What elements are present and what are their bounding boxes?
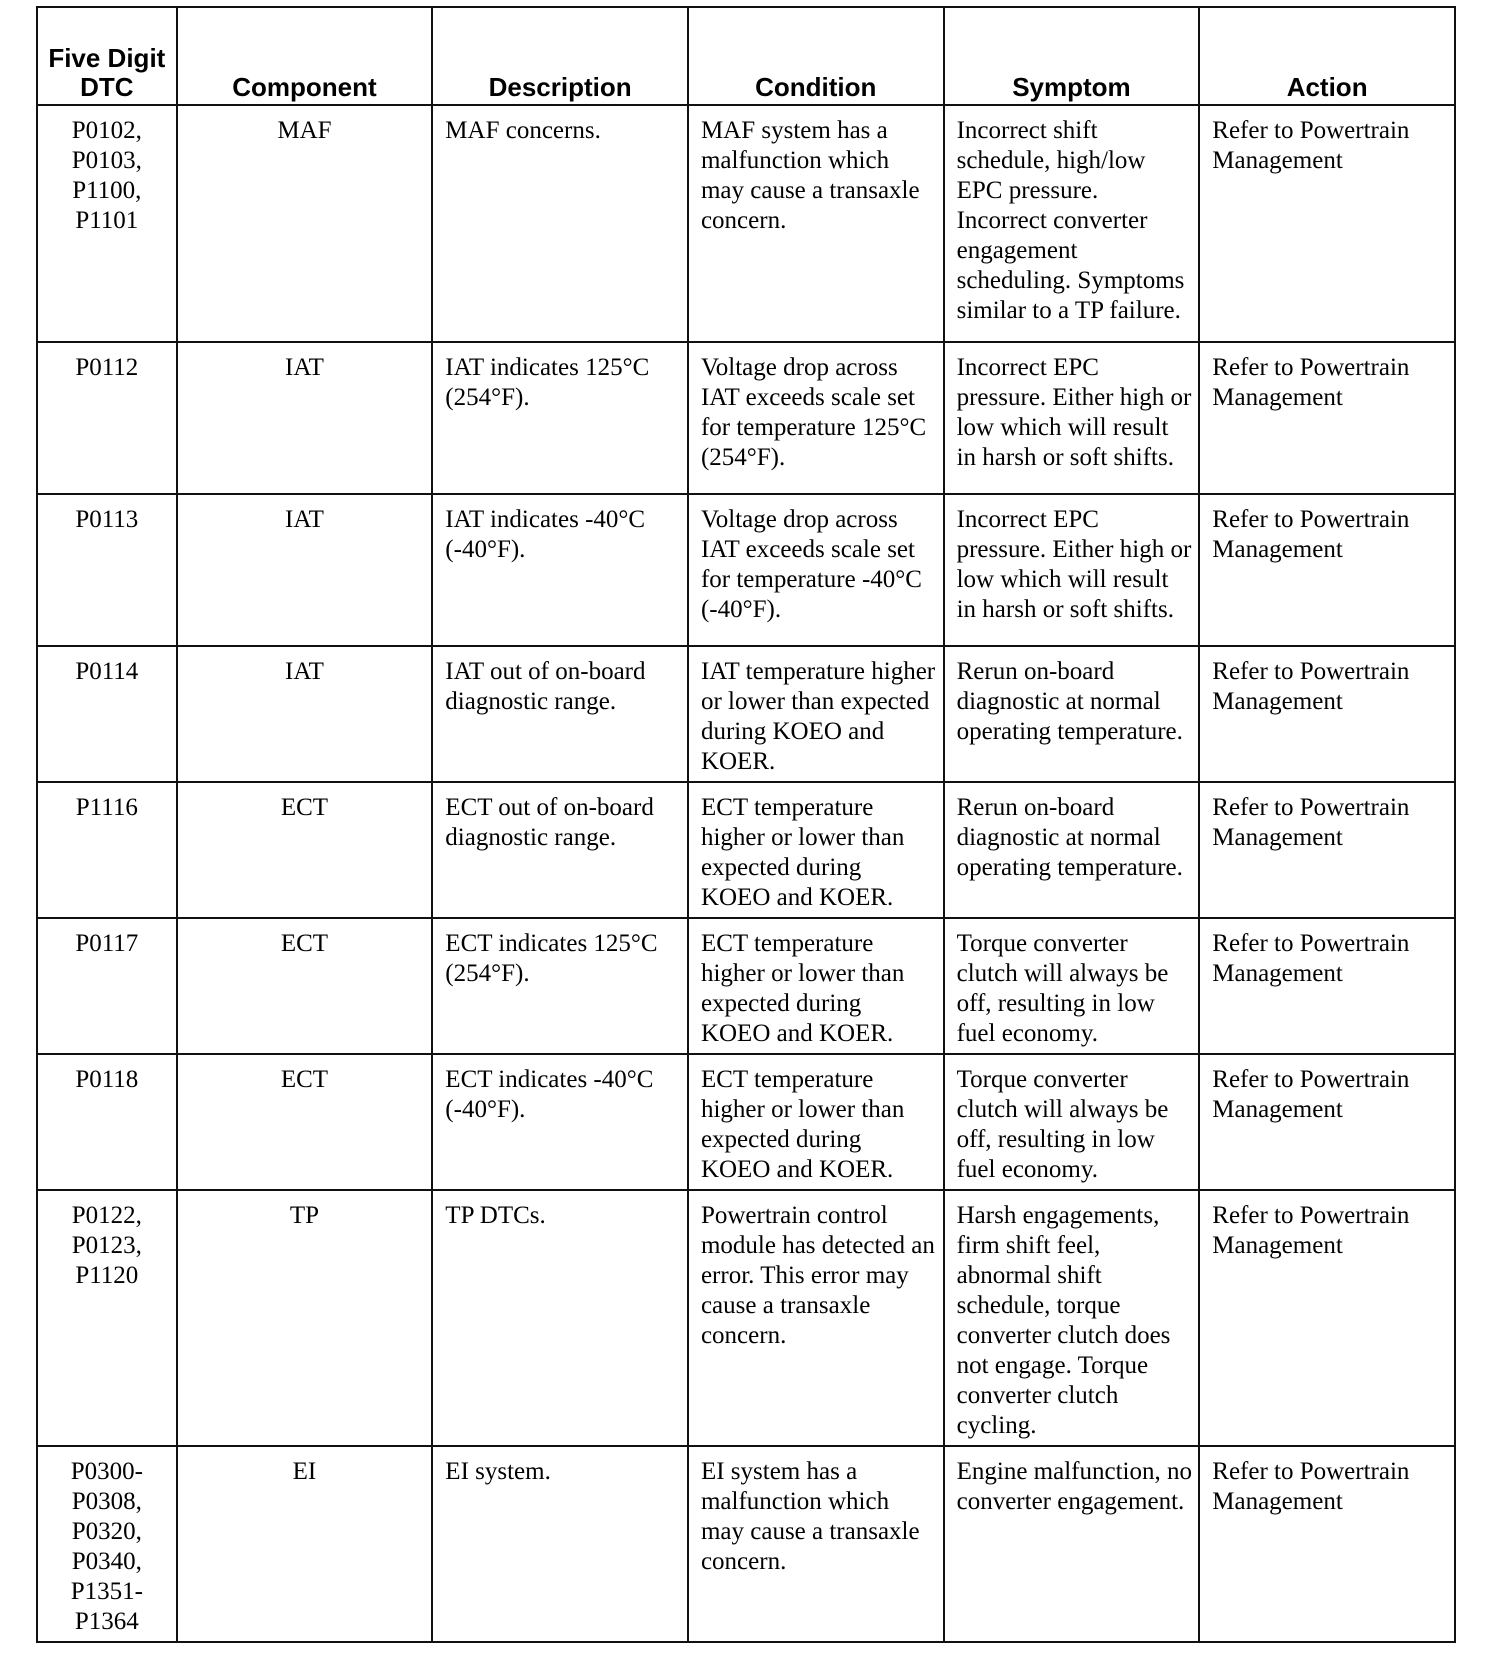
table-row — [37, 342, 1455, 494]
component-cell: EI — [177, 1446, 433, 1642]
component-cell: IAT — [177, 342, 433, 494]
symptom-cell: Torque converter clutch will always be off, resulting in low fuel economy. — [944, 918, 1200, 1054]
action-cell: Refer to Powertrain Management — [1199, 1446, 1455, 1642]
action-cell: Refer to Powertrain Management — [1199, 494, 1455, 646]
condition-cell: EI system has a malfunction which may cause a transaxle concern. — [688, 1446, 944, 1642]
condition-cell: ECT temperature higher or lower than expected during KOEO and KOER. — [688, 782, 944, 918]
component-cell: IAT — [177, 494, 433, 646]
component-cell: ECT — [177, 918, 433, 1054]
symptom-cell: Incorrect EPC pressure. Either high or low which will result in harsh or soft shifts. — [944, 342, 1200, 494]
condition-cell: MAF system has a malfunction which may cause a transaxle concern. — [688, 105, 944, 342]
table-row — [37, 782, 1455, 918]
dtc-cell — [37, 918, 177, 1054]
table-row — [37, 1190, 1455, 1446]
action-cell: Refer to Powertrain Management — [1199, 782, 1455, 918]
dtc-cell — [37, 646, 177, 782]
condition-cell: Powertrain control module has detected an error. This error may cause a transaxle concern. — [688, 1190, 944, 1446]
table-row — [37, 105, 1455, 342]
dtc-code: P0113 — [75, 506, 139, 533]
table-body — [37, 105, 1455, 1642]
dtc-code: P0308, — [71, 1488, 142, 1515]
header-action: Action — [1199, 7, 1455, 105]
table-row — [37, 1054, 1455, 1190]
description-cell: IAT indicates 125°C (254°F). — [432, 342, 688, 494]
header-row — [37, 7, 1455, 105]
header-description: Description — [432, 7, 688, 105]
symptom-cell: Engine malfunction, no converter engagement. — [944, 1446, 1200, 1642]
dtc-code: P0123, — [71, 1232, 142, 1259]
component-cell: MAF — [177, 105, 433, 342]
table-row — [37, 1446, 1455, 1642]
dtc-cell — [37, 1446, 177, 1642]
dtc-cell — [37, 1054, 177, 1190]
dtc-code: P1364 — [74, 1608, 139, 1635]
dtc-code: P0340, — [71, 1548, 142, 1575]
dtc-code: P0103, — [71, 147, 142, 174]
header-condition: Condition — [688, 7, 944, 105]
dtc-code: P0114 — [75, 658, 139, 685]
dtc-table — [36, 6, 1456, 1643]
condition-cell: IAT temperature higher or lower than expected during KOEO and KOER. — [688, 646, 944, 782]
table-row — [37, 918, 1455, 1054]
header-component: Component — [177, 7, 433, 105]
dtc-code: P0300- — [70, 1458, 143, 1485]
dtc-cell — [37, 782, 177, 918]
dtc-code: P0117 — [75, 930, 139, 957]
description-cell: ECT out of on-board diagnostic range. — [432, 782, 688, 918]
dtc-cell — [37, 494, 177, 646]
dtc-cell — [37, 342, 177, 494]
action-cell: Refer to Powertrain Management — [1199, 342, 1455, 494]
condition-cell: ECT temperature higher or lower than expected during KOEO and KOER. — [688, 1054, 944, 1190]
symptom-cell: Incorrect shift schedule, high/low EPC pressure. Incorrect converter engagement scheduling. Symptoms similar to a TP failure. — [944, 105, 1200, 342]
action-cell: Refer to Powertrain Management — [1199, 105, 1455, 342]
dtc-code: P0320, — [71, 1518, 142, 1545]
description-cell: ECT indicates -40°C (-40°F). — [432, 1054, 688, 1190]
component-cell: ECT — [177, 1054, 433, 1190]
action-cell: Refer to Powertrain Management — [1199, 1054, 1455, 1190]
description-cell: IAT out of on-board diagnostic range. — [432, 646, 688, 782]
description-cell: ECT indicates 125°C (254°F). — [432, 918, 688, 1054]
component-cell: IAT — [177, 646, 433, 782]
dtc-code: P1100, — [72, 177, 142, 204]
dtc-code: P1120 — [75, 1262, 139, 1289]
symptom-cell: Torque converter clutch will always be off, resulting in low fuel economy. — [944, 1054, 1200, 1190]
action-cell: Refer to Powertrain Management — [1199, 1190, 1455, 1446]
description-cell: TP DTCs. — [432, 1190, 688, 1446]
condition-cell: Voltage drop across IAT exceeds scale set for temperature 125°C (254°F). — [688, 342, 944, 494]
description-cell: IAT indicates -40°C (-40°F). — [432, 494, 688, 646]
action-cell: Refer to Powertrain Management — [1199, 646, 1455, 782]
dtc-code: P0102, — [71, 117, 142, 144]
symptom-cell: Rerun on-board diagnostic at normal operating temperature. — [944, 782, 1200, 918]
dtc-cell — [37, 105, 177, 342]
table-row — [37, 646, 1455, 782]
condition-cell: ECT temperature higher or lower than expected during KOEO and KOER. — [688, 918, 944, 1054]
header-dtc: Five Digit DTC — [37, 7, 177, 105]
header-symptom: Symptom — [944, 7, 1200, 105]
symptom-cell: Harsh engagements, firm shift feel, abnormal shift schedule, torque converter clutch does not engage. Torque converter clutch cycling. — [944, 1190, 1200, 1446]
dtc-code: P0112 — [75, 354, 139, 381]
description-cell: MAF concerns. — [432, 105, 688, 342]
condition-cell: Voltage drop across IAT exceeds scale set for temperature -40°C (-40°F). — [688, 494, 944, 646]
symptom-cell: Rerun on-board diagnostic at normal operating temperature. — [944, 646, 1200, 782]
table-row — [37, 494, 1455, 646]
symptom-cell: Incorrect EPC pressure. Either high or low which will result in harsh or soft shifts. — [944, 494, 1200, 646]
action-cell: Refer to Powertrain Management — [1199, 918, 1455, 1054]
dtc-code: P1101 — [75, 207, 139, 234]
dtc-code: P1116 — [75, 794, 138, 821]
description-cell: EI system. — [432, 1446, 688, 1642]
component-cell: ECT — [177, 782, 433, 918]
dtc-code: P0122, — [71, 1202, 142, 1229]
dtc-cell — [37, 1190, 177, 1446]
dtc-code: P0118 — [75, 1066, 139, 1093]
component-cell: TP — [177, 1190, 433, 1446]
dtc-code: P1351- — [70, 1578, 143, 1605]
